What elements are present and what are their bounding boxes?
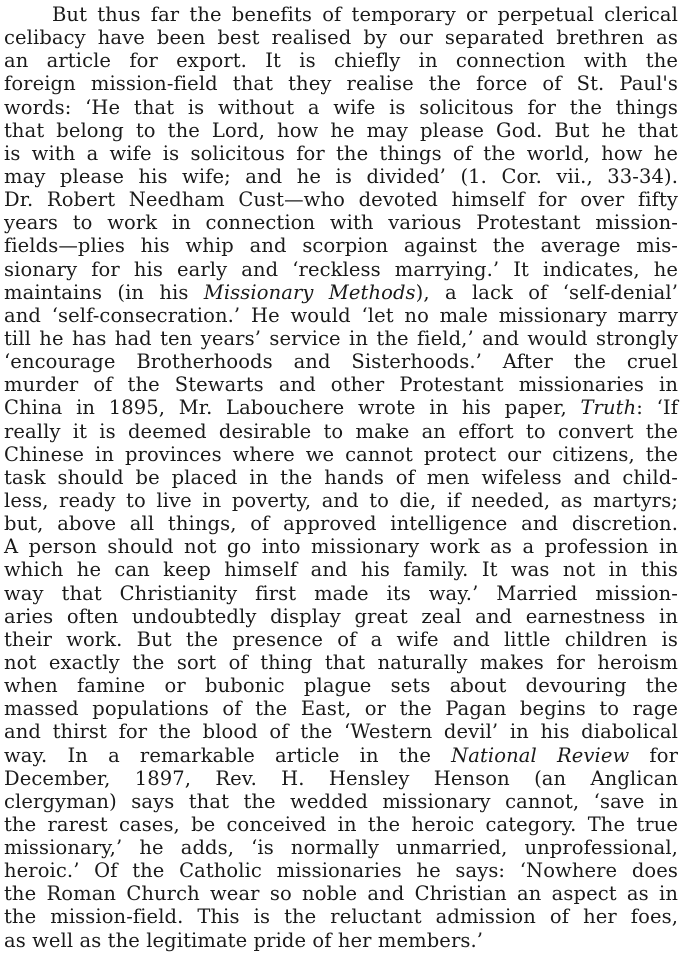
text-line: till he has had ten years’ service in the field,’ and would strongly [4, 326, 678, 350]
text-line: that belong to the Lord, how he may please God. But he that [4, 118, 678, 142]
text-line: the Roman Church wear so noble and Christian an aspect as in [4, 882, 678, 906]
text-line: foreign mission-field that they realise the force of St. Paul's [4, 72, 678, 96]
text-line: which he can keep himself and his family. It was not in this [4, 558, 678, 582]
text-line: missionary,’ he adds, ‘is normally unmarried, unprofessional, [4, 836, 678, 860]
text-line: ‘encourage Brotherhoods and Sisterhoods.’ After the cruel [4, 350, 678, 374]
text-line: task should be placed in the hands of men wifeless and child- [4, 465, 678, 489]
text-line: but, above all things, of approved intelligence and discretion. [4, 512, 678, 536]
text-line: massed populations of the East, or the Pagan begins to rage [4, 697, 678, 721]
text-line: Dr. Robert Needham Cust—who devoted himself for over fifty [4, 188, 678, 212]
text-line: as well as the legitimate pride of her members.’ [4, 928, 484, 952]
text-line: the rarest cases, be conceived in the heroic category. The true [4, 812, 678, 836]
text-line: celibacy have been best realised by our separated brethren as [4, 26, 678, 50]
text-line: not exactly the sort of thing that naturally makes for heroism [4, 650, 678, 674]
text-line: China in 1895, Mr. Labouchere wrote in his paper, Truth: ‘If [4, 396, 679, 420]
text-line: and thirst for the blood of the ‘Western devil’ in his diabolical [4, 720, 678, 744]
text-line: Chinese in provinces where we cannot protect our citizens, the [4, 442, 678, 466]
text-line: clergyman) says that the wedded missionary cannot, ‘save in [4, 789, 678, 813]
text-line: may please his wife; and he is divided’ (1. Cor. vii., 33-34). [4, 164, 678, 188]
text-line: and ‘self-consecration.’ He would ‘let no male missionary marry [4, 303, 678, 327]
text-line: But thus far the benefits of temporary or perpetual clerical [52, 3, 678, 26]
text-line: an article for export. It is chiefly in connection with the [4, 49, 678, 73]
text-line: words: ‘He that is without a wife is solicitous for the things [4, 95, 678, 119]
text-line: December, 1897, Rev. H. Hensley Henson (an Anglican [4, 766, 678, 790]
text-line: fields—plies his whip and scorpion against the average mis- [4, 234, 678, 258]
text-line: the mission-field. This is the reluctant admission of her foes, [4, 905, 678, 929]
text-line: heroic.’ Of the Catholic missionaries he says: ‘Nowhere does [4, 859, 678, 883]
text-line: less, ready to live in poverty, and to die, if needed, as martyrs; [4, 488, 678, 512]
text-line: way that Christianity first made its way.’ Married mission- [4, 581, 678, 605]
text-line: aries often undoubtedly display great zeal and earnestness in [4, 604, 678, 628]
text-line: years to work in connection with various Protestant mission- [4, 211, 678, 235]
text-line: way. In a remarkable article in the National Review for [4, 743, 678, 767]
text-line: their work. But the presence of a wife and little children is [4, 627, 678, 651]
text-line: sionary for his early and ‘reckless marrying.’ It indicates, he [4, 257, 678, 281]
text-line: when famine or bubonic plague sets about devouring the [4, 674, 678, 698]
text-line: is with a wife is solicitous for the things of the world, how he [4, 141, 678, 165]
text-line: murder of the Stewarts and other Protestant missionaries in [4, 373, 678, 397]
text-line: really it is deemed desirable to make an effort to convert the [4, 419, 678, 443]
text-line: maintains (in his Missionary Methods), a lack of ‘self-denial’ [4, 280, 678, 304]
text-line: A person should not go into missionary work as a profession in [4, 535, 678, 559]
